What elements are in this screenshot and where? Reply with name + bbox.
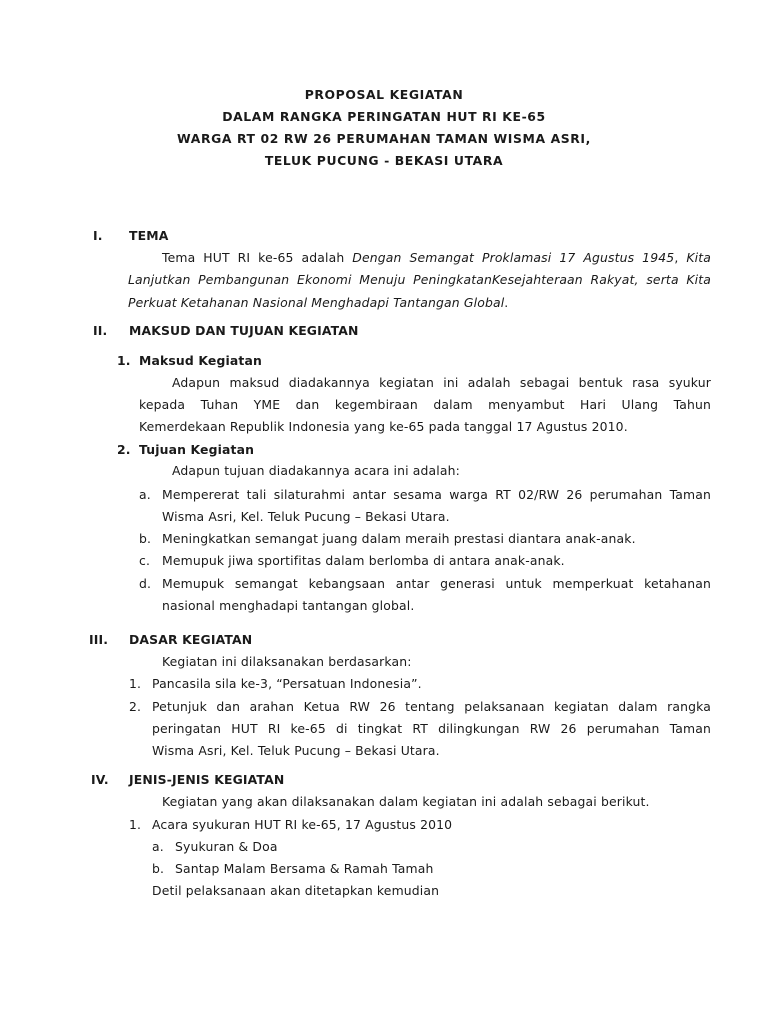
section-heading-tema: TEMA (129, 228, 169, 243)
section-number-3: III. (89, 632, 109, 647)
section-number-4: IV. (91, 772, 109, 787)
doc-title: PROPOSAL KEGIATAN (304, 87, 464, 102)
tujuan-item-a-label: a. (139, 487, 151, 502)
jenis-item-1: Acara syukuran HUT RI ke-65, 17 Agustus 2010 (152, 817, 453, 832)
jenis-detail-note: Detil pelaksanaan akan ditetapkan kemudian (152, 883, 440, 898)
tujuan-item-a-line-2: Wisma Asri, Kel. Teluk Pucung – Bekasi Utara. (162, 509, 450, 524)
section-heading-jenis: JENIS-JENIS KEGIATAN (129, 772, 285, 787)
tema-line-3: Perkuat Ketahanan Nasional Menghadapi Tantangan Global. (128, 295, 509, 310)
tujuan-item-d-line-1: Memupuk semangat kebangsaan antar generasi untuk memperkuat ketahanan (162, 576, 711, 591)
jenis-subitem-b-label: b. (152, 861, 165, 876)
maksud-line-2: kepada Tuhan YME dan kegembiraan dalam menyambut Hari Ulang Tahun (139, 397, 711, 412)
tema-line-2: Lanjutkan Pembangunan Ekonomi Menuju PeningkatanKesejahteraan Rakyat, serta Kita (128, 272, 711, 287)
dasar-item-2-line-1: Petunjuk dan arahan Ketua RW 26 tentang pelaksanaan kegiatan dalam rangka (152, 699, 711, 714)
tujuan-item-a-line-1: Mempererat tali silaturahmi antar sesama warga RT 02/RW 26 perumahan Taman (162, 487, 711, 502)
jenis-item-1-number: 1. (129, 817, 142, 832)
tujuan-item-b: Meningkatkan semangat juang dalam meraih prestasi diantara anak-anak. (162, 531, 636, 546)
dasar-intro: Kegiatan ini dilaksanakan berdasarkan: (162, 654, 412, 669)
tujuan-item-c-label: c. (139, 553, 151, 568)
subsection-heading-maksud: Maksud Kegiatan (139, 353, 262, 368)
dasar-item-1-number: 1. (129, 676, 142, 691)
section-heading-dasar: DASAR KEGIATAN (129, 632, 253, 647)
jenis-intro: Kegiatan yang akan dilaksanakan dalam kegiatan ini adalah sebagai berikut. (162, 794, 650, 809)
tujuan-item-d-label: d. (139, 576, 152, 591)
jenis-subitem-b: Santap Malam Bersama & Ramah Tamah (175, 861, 434, 876)
tema-line-1: Tema HUT RI ke-65 adalah Dengan Semangat Proklamasi 17 Agustus 1945, Kita (162, 250, 711, 265)
section-heading-maksud-tujuan: MAKSUD DAN TUJUAN KEGIATAN (129, 323, 359, 338)
section-number-1: I. (93, 228, 103, 243)
dasar-item-2-line-3: Wisma Asri, Kel. Teluk Pucung – Bekasi Utara. (152, 743, 440, 758)
tujuan-item-c: Memupuk jiwa sportifitas dalam berlomba di antara anak-anak. (162, 553, 565, 568)
section-number-2: II. (93, 323, 108, 338)
subsection-number-maksud: 1. (117, 353, 131, 368)
tujuan-intro: Adapun tujuan diadakannya acara ini adalah: (172, 463, 460, 478)
subsection-number-tujuan: 2. (117, 442, 131, 457)
dasar-item-2-number: 2. (129, 699, 142, 714)
maksud-line-1: Adapun maksud diadakannya kegiatan ini adalah sebagai bentuk rasa syukur (172, 375, 711, 390)
tujuan-item-b-label: b. (139, 531, 152, 546)
doc-subtitle-3: TELUK PUCUNG - BEKASI UTARA (264, 153, 504, 168)
dasar-item-1: Pancasila sila ke-3, “Persatuan Indonesia”. (152, 676, 422, 691)
maksud-line-3: Kemerdekaan Republik Indonesia yang ke-65 pada tanggal 17 Agustus 2010. (139, 419, 628, 434)
dasar-item-2-line-2: peringatan HUT RI ke-65 di tingkat RT dilingkungan RW 26 perumahan Taman (152, 721, 711, 736)
jenis-subitem-a: Syukuran & Doa (175, 839, 278, 854)
doc-subtitle-2: WARGA RT 02 RW 26 PERUMAHAN TAMAN WISMA ASRI, (177, 131, 591, 146)
doc-subtitle-1: DALAM RANGKA PERINGATAN HUT RI KE-65 (222, 109, 546, 124)
jenis-subitem-a-label: a. (152, 839, 164, 854)
subsection-heading-tujuan: Tujuan Kegiatan (139, 442, 255, 457)
tujuan-item-d-line-2: nasional menghadapi tantangan global. (162, 598, 415, 613)
